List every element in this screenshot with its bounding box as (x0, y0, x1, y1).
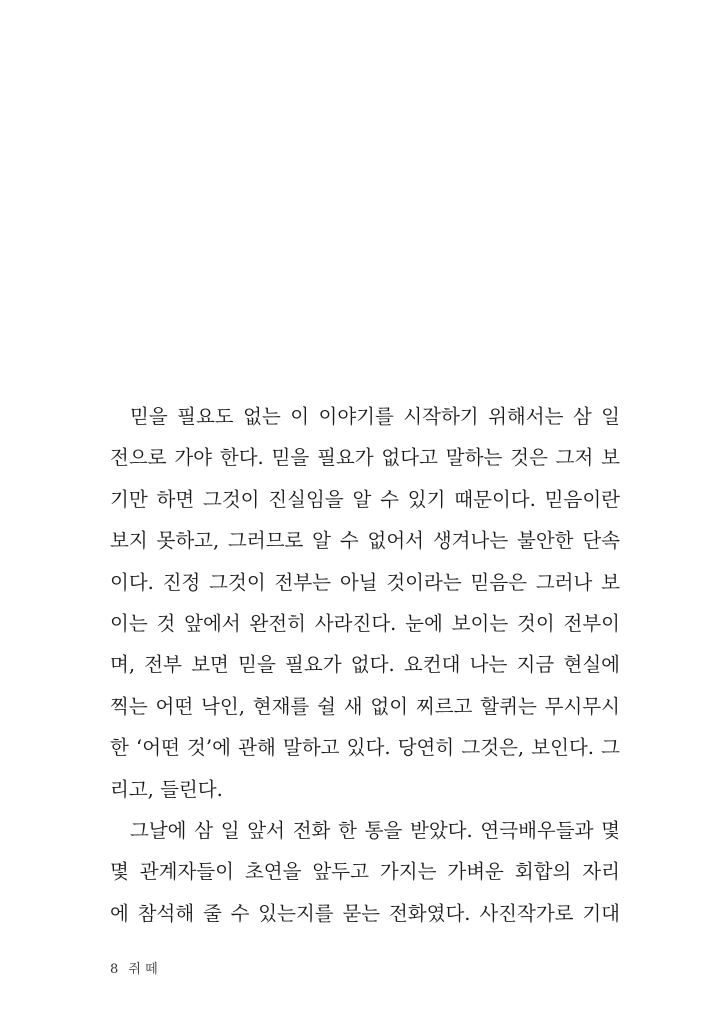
running-title: 쥐 떼 (128, 962, 158, 977)
text-line: 기만 하면 그것이 진실임을 알 수 있기 때문이다. 믿음이란 (110, 487, 620, 511)
text-line: 몇 관계자들이 초연을 앞두고 가지는 가벼운 회합의 자리 (110, 860, 620, 884)
text-line: 이는 것 앞에서 완전히 사라진다. 눈에 보이는 것이 전부이 (110, 611, 620, 635)
page-footer (110, 958, 164, 977)
text-line: 그날에 삼 일 앞서 전화 한 통을 받았다. 연극배우들과 몇 (130, 818, 620, 842)
text-line: 보지 못하고, 그러므로 알 수 없어서 생겨나는 불안한 단속 (110, 529, 620, 553)
text-line: 찍는 어떤 낙인, 현재를 쉴 새 없이 찌르고 할퀴는 무시무시 (110, 694, 620, 718)
text-line: 이다. 진정 그것이 전부는 아닐 것이라는 믿음은 그러나 보 (110, 570, 620, 594)
body-text (110, 396, 620, 934)
text-line: 며, 전부 보면 믿을 필요가 없다. 요컨대 나는 지금 현실에 (110, 653, 620, 677)
text-line: 에 참석해 줄 수 있는지를 묻는 전화였다. 사진작가로 기대 (110, 901, 620, 925)
text-line: 한 ‘어떤 것’에 관해 말하고 있다. 당연히 그것은, 보인다. 그 (110, 736, 620, 760)
text-line: 리고, 들린다. (110, 777, 223, 801)
page-number: 8 (110, 962, 119, 977)
text-line: 전으로 가야 한다. 믿을 필요가 없다고 말하는 것은 그저 보 (110, 446, 620, 470)
text-line: 믿을 필요도 없는 이 이야기를 시작하기 위해서는 삼 일 (130, 405, 620, 428)
